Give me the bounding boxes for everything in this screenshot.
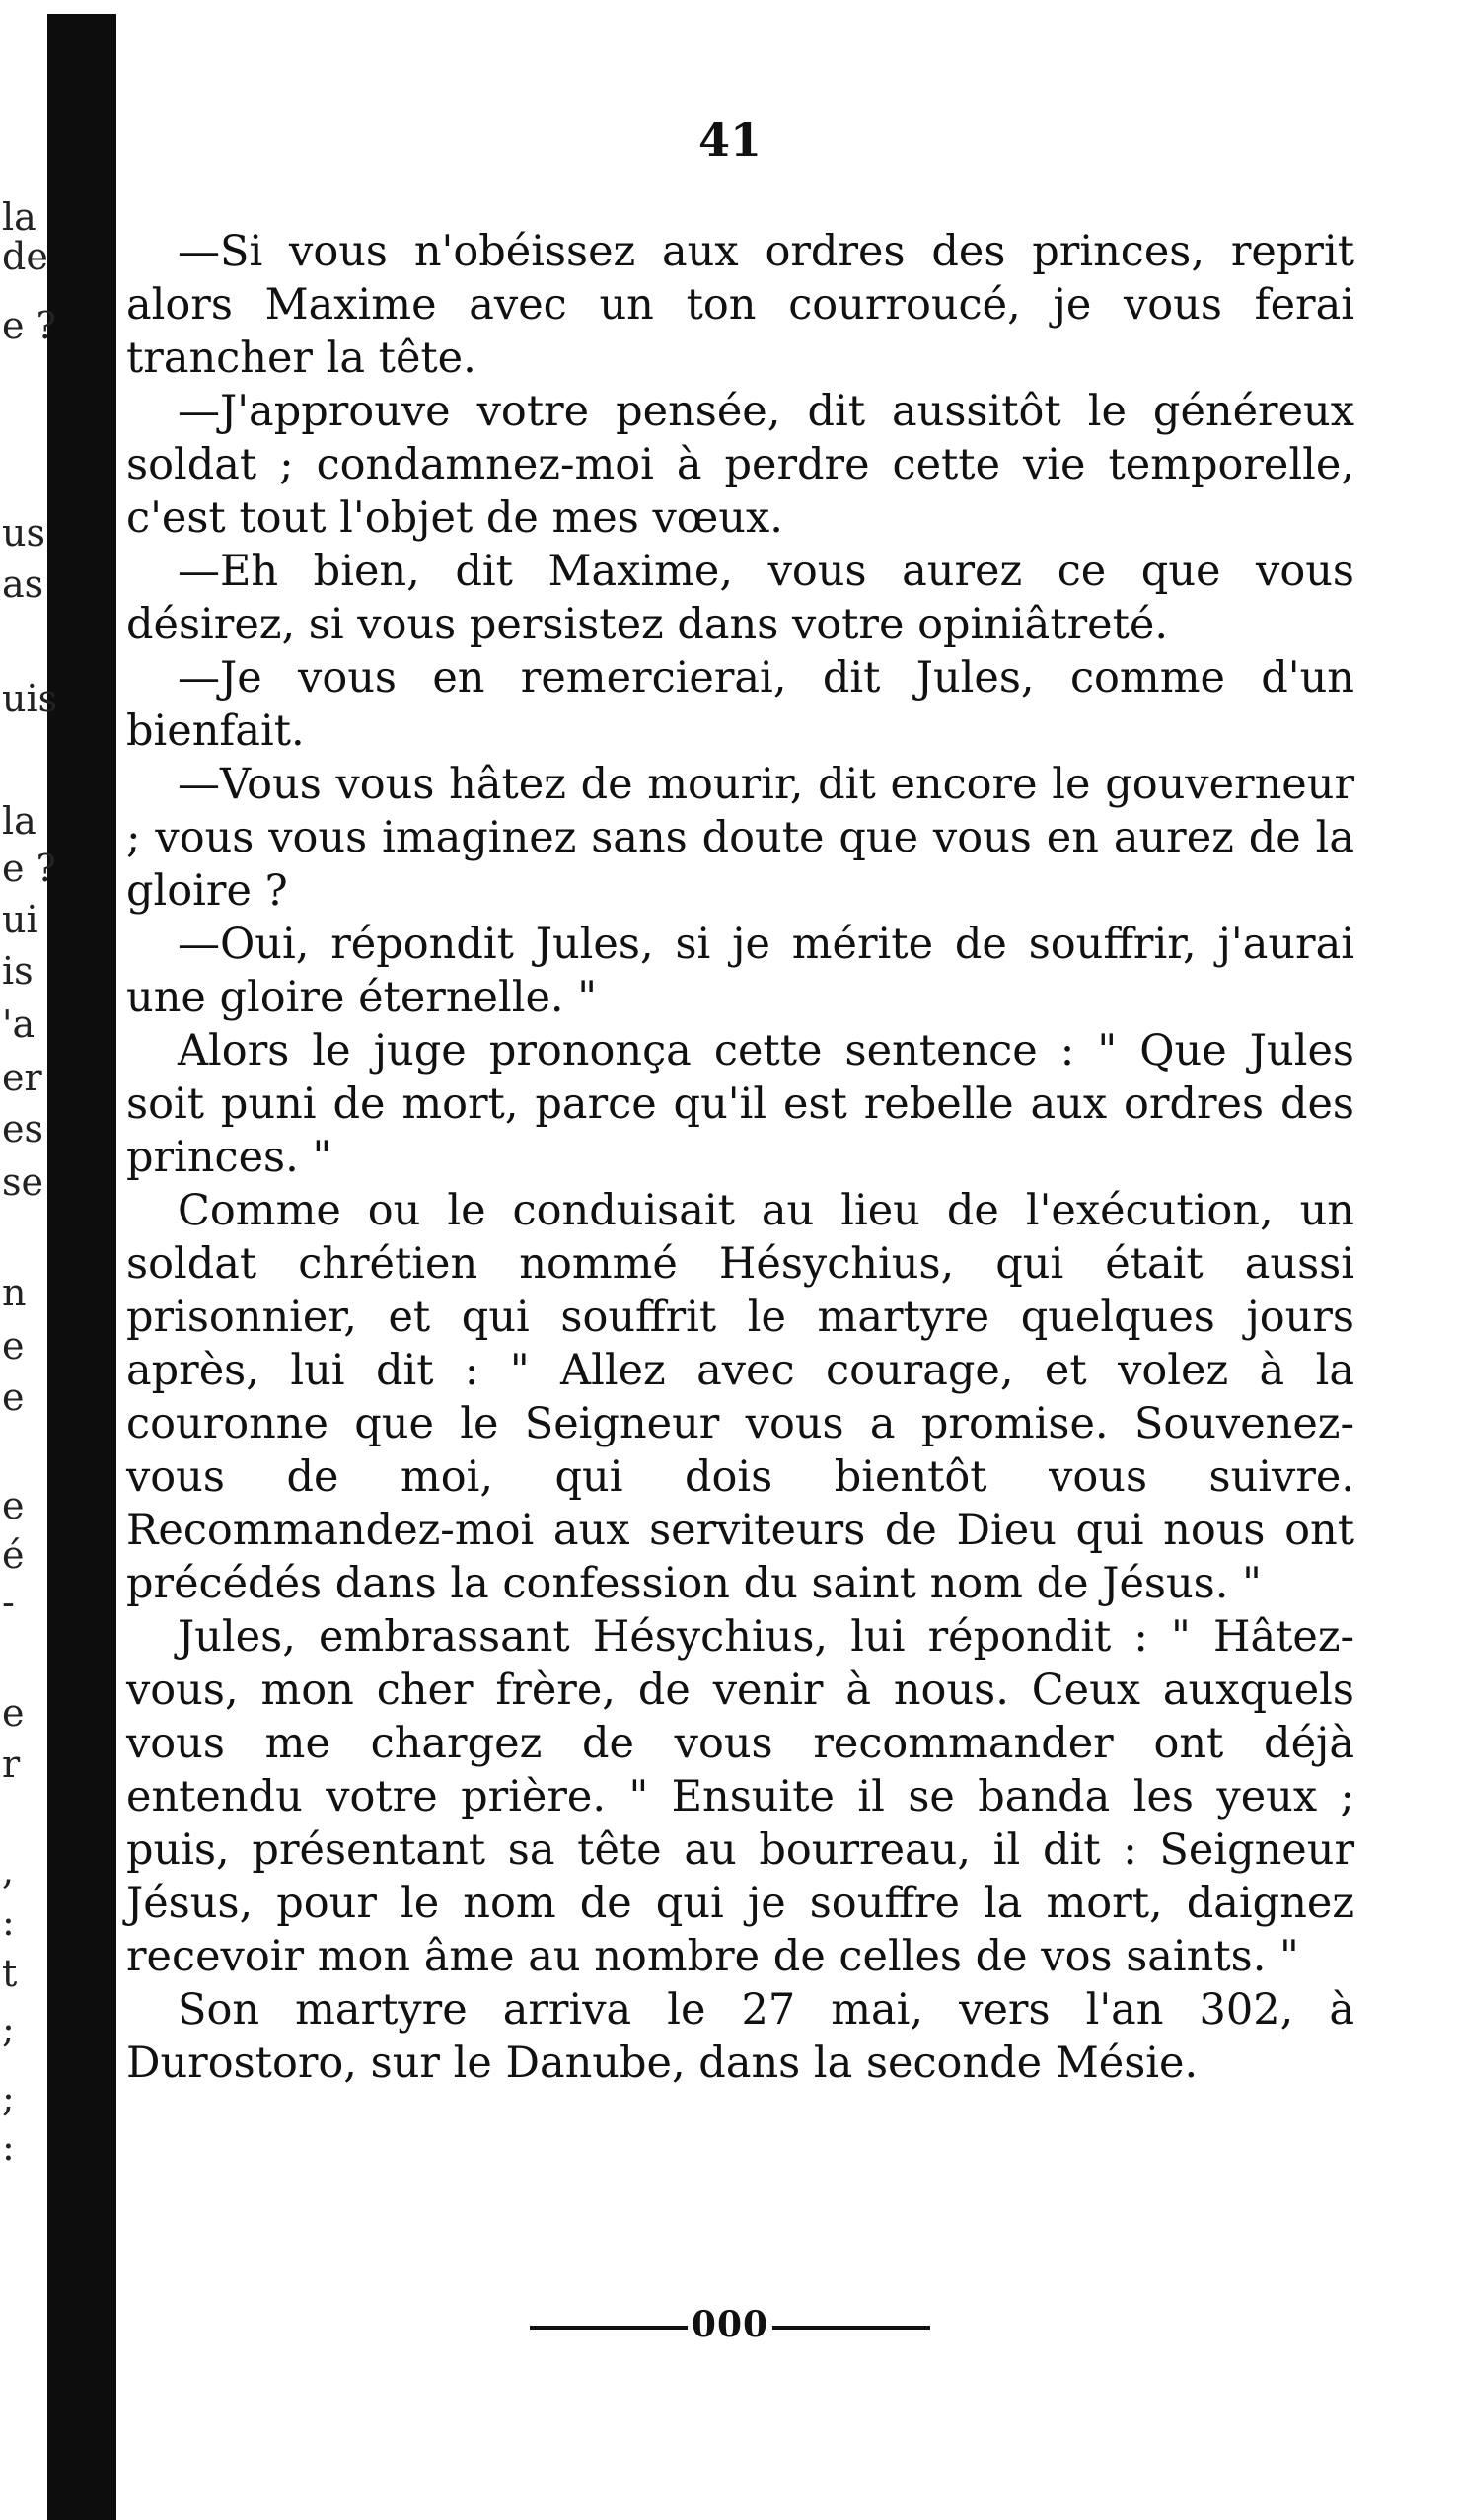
margin-fragment: is (2, 949, 34, 993)
paragraph: —Oui, répondit Jules, si je mérite de souffrir, j'aurai une gloire éternelle. " (126, 920, 1354, 1022)
margin-fragment: uis (2, 677, 58, 720)
margin-fragment: la (2, 799, 36, 843)
paragraph: Alors le juge prononça cette sentence : " Que Jules soit puni de mort, parce qu'il est rebelle aux ordres des princes. " (126, 1026, 1354, 1182)
paragraph: —Eh bien, dit Maxime, vous aurez ce que vous désirez, si vous persistez dans votre opiniâtreté. (126, 547, 1354, 649)
paragraph: Son martyre arriva le 27 mai, vers l'an 302, à Durostoro, sur le Danube, dans la seconde Mésie. (126, 1985, 1354, 2088)
paragraph: —Vous vous hâtez de mourir, dit encore le gouverneur ; vous vous imaginez sans doute que vous en aurez de la gloire ? (126, 760, 1354, 916)
margin-fragment: es (2, 1107, 43, 1150)
margin-fragment: e (2, 1691, 25, 1735)
margin-fragment: é (2, 1533, 25, 1577)
margin-fragment: ui (2, 898, 38, 941)
ornament-rule-left (530, 2326, 688, 2330)
margin-fragment: r (2, 1742, 21, 1786)
page-number: 41 (697, 113, 762, 167)
margin-fragment: er (2, 1056, 42, 1099)
margin-fragment: e (2, 1324, 25, 1368)
ornament-rule-right (772, 2326, 930, 2330)
margin-fragment: e (2, 1484, 25, 1527)
body-text (126, 225, 1354, 2090)
paragraph: Jules, embrassant Hésychius, lui répondit : " Hâtez-vous, mon cher frère, de venir à nous. Ceux auxquels vous me chargez de vous recommander ont déjà entendu votre prière. " Ensuite il se banda les yeux ; puis, présentant sa tête au bourreau, il dit : Seigneur Jésus, pour le nom de qui je souffre la mort, daignez recevoir mon âme au nombre de celles de vos saints. " (126, 1612, 1354, 1981)
paragraph: —Si vous n'obéissez aux ordres des princes, reprit alors Maxime avec un ton courroucé, je vous ferai trancher la tête. (126, 227, 1354, 383)
ornament-text: 000 (691, 2304, 769, 2345)
margin-fragment: as (2, 562, 44, 606)
binding-gutter-shadow (47, 14, 116, 2520)
paragraph: Comme ou le conduisait au lieu de l'exécution, un soldat chrétien nommé Hésychius, qui était aussi prisonnier, et qui souffrit le martyre quelques jours après, lui dit : " Allez avec courage, et volez à la couronne que le Seigneur vous a promise. Souvenez-vous de moi, qui dois bientôt vous suivre. Recommandez-moi aux serviteurs de Dieu qui nous ont précédés dans la confession du saint nom de Jésus. " (126, 1186, 1354, 1608)
paragraph: —Je vous en remercierai, dit Jules, comme d'un bienfait. (126, 653, 1354, 756)
margin-fragment: e (2, 1375, 25, 1419)
margin-fragment: , (2, 1849, 15, 1892)
margin-fragment: n (2, 1271, 27, 1314)
margin-fragment: : (2, 2125, 15, 2169)
margin-fragment: la (2, 195, 36, 239)
margin-fragment: e ? (2, 847, 56, 890)
margin-fragment: ; (2, 2007, 15, 2050)
margin-fragment: e ? (2, 304, 56, 347)
margin-fragment: t (2, 1952, 18, 1995)
margin-fragment: us (2, 511, 45, 555)
margin-fragment: de (2, 235, 48, 278)
paragraph: —J'approuve votre pensée, dit aussitôt le généreux soldat ; condamnez-moi à perdre cette vie temporelle, c'est tout l'objet de mes vœux. (126, 387, 1354, 543)
margin-fragment: 'a (2, 1002, 36, 1046)
section-end-ornament (0, 2303, 1460, 2346)
margin-fragment: : (2, 1900, 15, 1944)
margin-fragment: - (2, 1581, 15, 1624)
margin-fragment: se (2, 1160, 43, 1204)
adjacent-page-margin (0, 195, 58, 2171)
margin-fragment: ; (2, 2076, 15, 2119)
